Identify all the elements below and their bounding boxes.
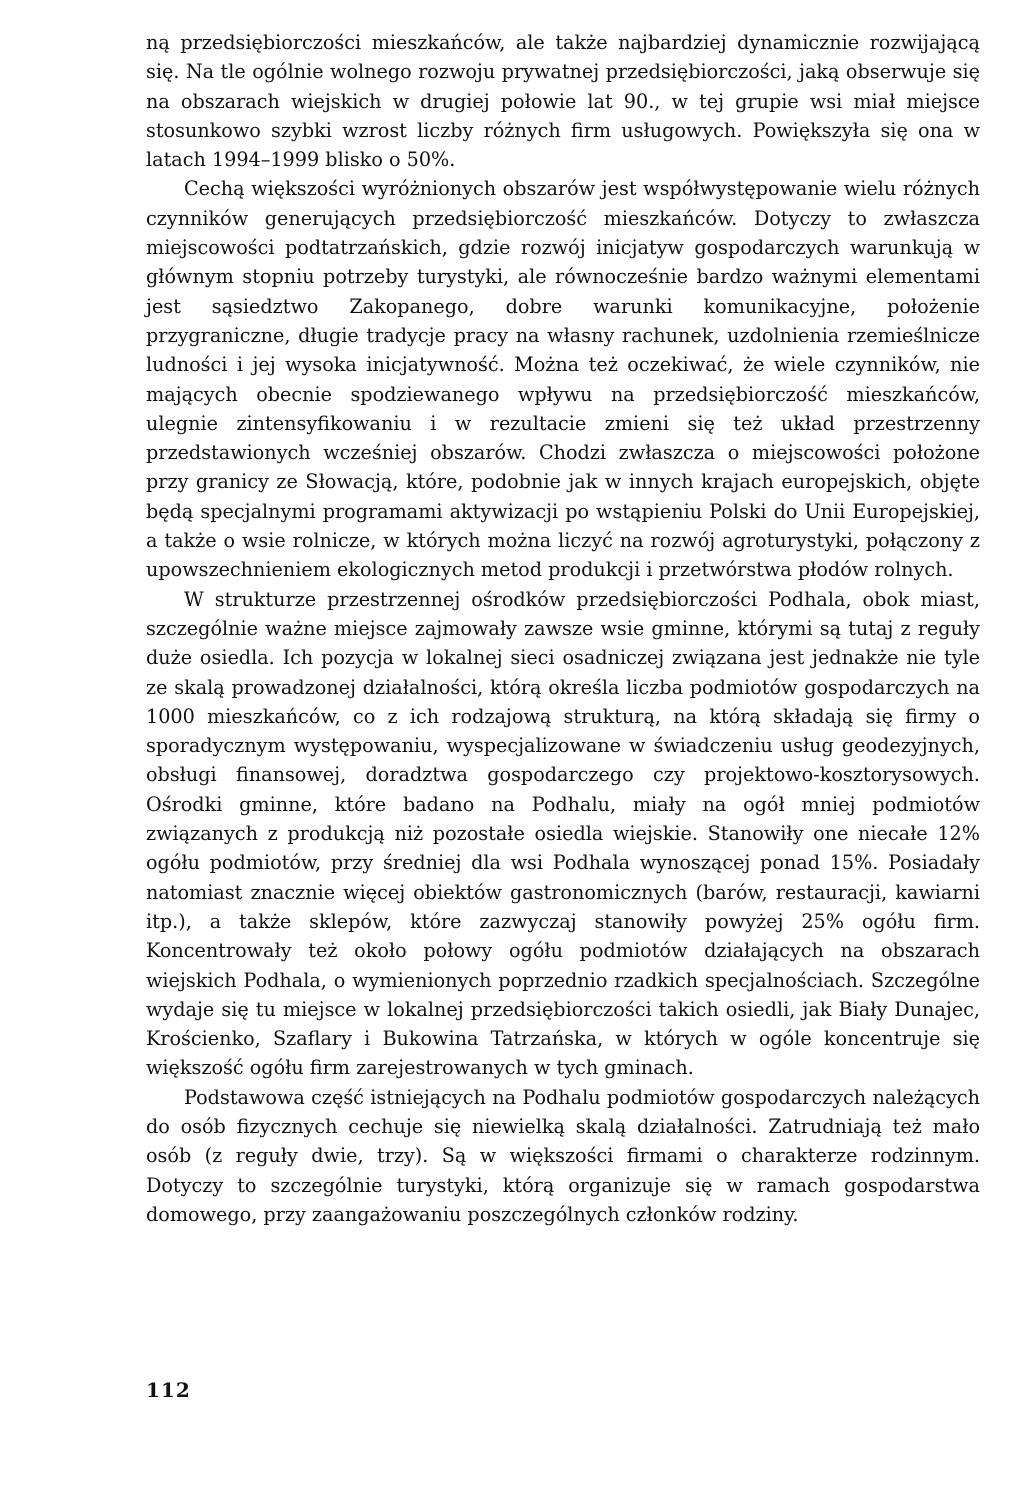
page-body (146, 28, 980, 1229)
paragraph-small-scale: Podstawowa część istniejących na Podhalu podmiotów gospodarczych należących do osób fizycznych cechuje się niewielką skalą działalności. Zatrudniają też mało osób (z reguły dwie, trzy). Są w większości firmami o charakterze rodzinnym. Dotyczy to szczególnie turystyki, którą organizuje się w ramach gospodarstwa domowego, przy zaangażowaniu poszczególnych członków rodziny. (146, 1085, 980, 1226)
page-number: 112 (146, 1378, 191, 1402)
paragraph-continuation: ną przedsiębiorczości mieszkańców, ale także najbardziej dynamicznie rozwijającą się. Na tle ogólnie wolnego rozwoju prywatnej przedsiębiorczości, jaką obserwuje się na obszarach wiejskich w drugiej połowie lat 90., w tej grupie wsi miał miejsce stosunkowo szybki wzrost liczby różnych firm usługowych. Powiększyła się ona w latach 1994–1999 blisko o 50%. (146, 31, 980, 172)
paragraph-spatial-structure: W strukturze przestrzennej ośrodków przedsiębiorczości Podhala, obok miast, szczególnie ważne miejsce zajmowały zawsze wsie gminne, którymi są tutaj z reguły duże osiedla. Ich pozycja w lokalnej sieci osadniczej związana jest jednakże nie tyle ze skalą prowadzonej działalności, którą określa liczba podmiotów gospodarczych na 1000 mieszkańców, co z ich rodzajową strukturą, na którą składają się firmy o sporadycznym występowaniu, wyspecjalizowane w świadczeniu usług geodezyjnych, obsługi finansowej, doradztwa gospodarczego czy projektowo-kosztorysowych. Ośrodki gminne, które badano na Podhalu, miały na ogół mniej podmiotów związanych z produkcją niż pozostałe osiedla wiejskie. Stanowiły one niecałe 12% ogółu podmiotów, przy średniej dla wsi Podhala wynoszącej ponad 15%. Posiadały natomiast znacznie więcej obiektów gastronomicznych (barów, restauracji, kawiarni itp.), a także sklepów, które zazwyczaj stanowiły powyżej 25% ogółu firm. Koncentrowały też około połowy ogółu podmiotów działających na obszarach wiejskich Podhala, o wymienionych poprzednio rzadkich specjalnościach. Szczególne wydaje się tu miejsce w lokalnej przedsiębiorczości takich osiedli, jak Biały Dunajec, Krościenko, Szaflary i Bukowina Tatrzańska, w których w ogóle koncentruje się większość ogółu firm zarejestrowanych w tych gminach. (146, 587, 980, 1080)
paragraph-factors: Cechą większości wyróżnionych obszarów jest współwystępowanie wielu różnych czynników generujących przedsiębiorczość mieszkańców. Dotyczy to zwłaszcza miejscowości podtatrzańskich, gdzie rozwój inicjatyw gospodarczych warunkują w głównym stopniu potrzeby turystyki, ale równocześnie bardzo ważnymi elementami jest sąsiedztwo Zakopanego, dobre warunki komunikacyjne, położenie przygraniczne, długie tradycje pracy na własny rachunek, uzdolnienia rzemieślnicze ludności i jej wysoka inicjatywność. Można też oczekiwać, że wiele czynników, nie mających obecnie spodziewanego wpływu na przedsiębiorczość mieszkańców, ulegnie zintensyfikowaniu i w rezultacie zmieni się też układ przestrzenny przedstawionych wcześniej obszarów. Chodzi zwłaszcza o miejscowości położone przy granicy ze Słowacją, które, podobnie jak w innych krajach europejskich, objęte będą specjalnymi programami aktywizacji po wstąpieniu Polski do Unii Europejskiej, a także o wsie rolnicze, w których można liczyć na rozwój agroturystyki, połączony z upowszechnieniem ekologicznych metod produkcji i przetwórstwa płodów rolnych. (146, 177, 980, 582)
